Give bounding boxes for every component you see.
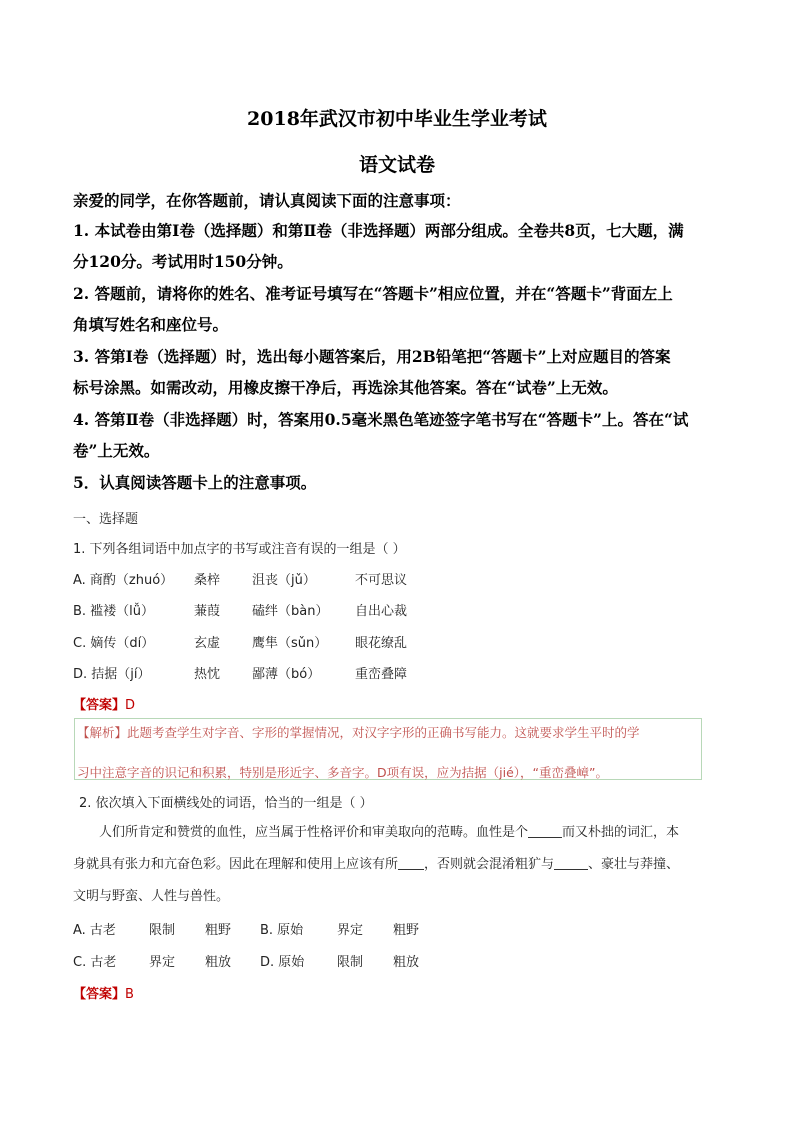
option-cell: 鄙薄（bó） — [252, 667, 321, 682]
option-cell: A. 古老 — [73, 923, 116, 938]
notice-line: 1. 本试卷由第Ⅰ卷（选择题）和第Ⅱ卷（非选择题）两部分组成。全卷共8页，七大题，满 — [73, 221, 684, 240]
option-cell: 自出心裁 — [355, 604, 408, 619]
section-title: 一、选择题 — [73, 512, 139, 527]
passage-text: 而又朴拙的词汇，本 — [562, 825, 680, 840]
option-cell: 重峦叠障 — [355, 667, 408, 682]
analysis-text: 【解析】此题考查学生对字音、字形的掌握情况，对汉字字形的正确书写能力。这就要求学生平时的学 — [77, 725, 640, 740]
option-cell: 桑梓 — [194, 573, 221, 588]
option-cell: D. 拮据（jí） — [73, 667, 151, 682]
passage-text: 身就具有张力和亢奋色彩。因此在理解和使用上应该有所 — [73, 857, 399, 872]
option-cell: 界定 — [337, 923, 364, 938]
q1-stem: 1. 下列各组词语中加点字的书写或注音有误的一组是（ ） — [73, 542, 406, 557]
notice-line: 角填写姓名和座位号。 — [73, 315, 229, 334]
notice-line: 5．认真阅读答题卡上的注意事项。 — [73, 473, 317, 492]
fill-blank — [554, 855, 588, 870]
answer-label: 【答案】 — [73, 987, 126, 1002]
option-cell: 玄虚 — [194, 636, 221, 651]
fill-blank — [398, 855, 424, 870]
q1-answer — [73, 694, 135, 713]
answer-label: 【答案】 — [73, 698, 126, 713]
option-cell: 沮丧（jǔ） — [252, 573, 316, 588]
q2-stem: 2. 依次填入下面横线处的词语，恰当的一组是（ ） — [79, 796, 373, 811]
q2-passage — [73, 817, 725, 913]
answer-value: B — [125, 987, 134, 1002]
option-cell: 粗野 — [393, 923, 420, 938]
passage-text: 、豪壮与莽撞、 — [588, 857, 680, 872]
option-cell: 热忱 — [194, 667, 221, 682]
notice-line: 4. 答第Ⅱ卷（非选择题）时，答案用0.5毫米黑色笔迹签字笔书写在“答题卡”上。答在“试 — [73, 410, 689, 429]
option-cell: 眼花缭乱 — [355, 636, 408, 651]
q1-analysis-box — [74, 718, 702, 780]
option-cell: 限制 — [337, 955, 364, 970]
option-cell: C. 古老 — [73, 955, 117, 970]
exam-subtitle: 语文试卷 — [358, 154, 435, 176]
passage-text: 人们所肯定和赞赏的血性，应当属于性格评价和审美取向的范畴。血性是个 — [99, 825, 529, 840]
option-cell: 界定 — [149, 955, 176, 970]
exam-title: 2018年武汉市初中毕业生学业考试 — [247, 108, 547, 130]
option-cell: 鹰隼（sǔn） — [252, 636, 328, 651]
notice-line: 分120分。考试用时150分钟。 — [73, 252, 293, 271]
q2-answer — [73, 983, 134, 1002]
option-cell: D. 原始 — [260, 955, 305, 970]
passage-text: 文明与野蛮、人性与兽性。 — [73, 889, 230, 904]
option-cell: A. 商酌（zhuó） — [73, 573, 174, 588]
notice-line: 2. 答题前，请将你的姓名、准考证号填写在“答题卡”相应位置，并在“答题卡”背面左上 — [73, 284, 673, 303]
option-cell: 粗放 — [393, 955, 420, 970]
option-cell: 不可思议 — [355, 573, 408, 588]
answer-value: D — [125, 698, 136, 713]
option-cell: 蒹葭 — [194, 604, 221, 619]
notice-line: 卷”上无效。 — [73, 441, 160, 460]
option-cell: B. 原始 — [260, 923, 304, 938]
notice-line: 标号涂黑。如需改动，用橡皮擦干净后，再选涂其他答案。答在“试卷”上无效。 — [73, 378, 618, 397]
analysis-text: 习中注意字音的识记和积累，特别是形近字、多音字。D项有误，应为拮据（jié），“重峦叠嶂”。 — [77, 765, 608, 780]
option-cell: C. 嫡传（dí） — [73, 636, 155, 651]
option-cell: 粗野 — [205, 923, 232, 938]
option-cell: 粗放 — [205, 955, 232, 970]
option-cell: 磕绊（bàn） — [252, 604, 329, 619]
passage-text: ，否则就会混淆粗犷与 — [424, 857, 555, 872]
option-cell: 限制 — [149, 923, 176, 938]
option-cell: B. 褴褛（lǚ） — [73, 604, 155, 619]
notice-line: 3. 答第Ⅰ卷（选择题）时，选出每小题答案后，用2B铅笔把“答题卡”上对应题目的答案 — [73, 347, 671, 366]
notice-intro: 亲爱的同学，在你答题前，请认真阅读下面的注意事项： — [73, 191, 461, 210]
fill-blank — [528, 823, 562, 838]
